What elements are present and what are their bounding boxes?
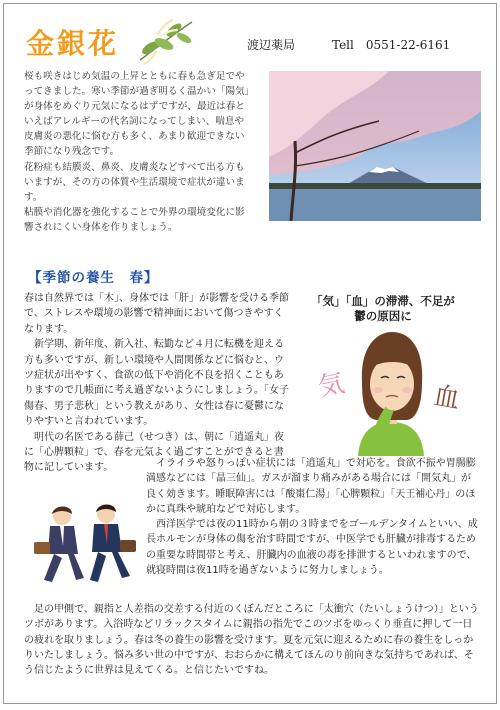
intro-paragraph: 粘膜や消化器を強化することで外界の環境変化に影響されにくい身体を作りましょう。 (24, 206, 245, 233)
pharmacy-name: 渡辺薬局 (247, 38, 296, 52)
business-people-illustration (32, 502, 138, 586)
main-text (24, 291, 290, 476)
caption-line: 「気」「血」の滞滞、不足が (311, 294, 455, 308)
cherry-blossom-fuji-photo (269, 71, 481, 221)
bottom-paragraph: 足の甲側で、親指と人差指の交差する付近のくぼんだところに「太衝穴（たいしょうけつ）」というツボがあります。入浴時などリラックスタイムに親指の指先でこのツボをゆっくり垂直に押して一日の疲れを取りましょう。春は冬の養生の影響を受けます。夏を元気に迎えるために春の養生をしっかりいたしましょう。悩み多い世の中ですが、おおらかに構えてほんのり前向きな気持ちであれば、そう信じたように世界は見えてくる。と信じたいですね。 (24, 604, 479, 677)
caption-line: 鬱の原因に (354, 309, 412, 323)
main-paragraph: 新学期、新年度、新入社、転勤など４月に転機を迎える方も多いですが、新しい環境や人間関係などに悩むと、ウツ症状が出やすく、食欲の低下や消化不良を招くこともありますので几帳面に考え過ぎないようにしましょう。「女子傷春、男子悲秋」という教えがあり、女性は春に憂鬱になりやすいと言われています。 (24, 339, 289, 428)
main-paragraph: 春は自然界では「木」、身体では「肝」が影響を受ける季節で、ストレスや環境の影響で精神面において傷つきやすくなります。 (24, 293, 289, 335)
intro-paragraph: 桜も咲きはじめ気温の上昇とともに春も急ぎ足でやってきました。寒い季節が過ぎ明るく温かい「陽気」が身体をめぐり元気になるはずですが、最近は春といえばアレルギーの代名詞になってしまい、喘息や皮膚炎の悪化に悩む方も多く、あまり歓迎できない季節になり残念です。 (24, 71, 250, 158)
ki-character: 気 (315, 368, 348, 404)
illustration-caption (294, 294, 472, 324)
section-title: 【季節の養生 春】 (28, 270, 159, 286)
phone-number: Tell 0551-22-6161 (332, 38, 451, 52)
logo-title: 金銀花 (26, 27, 120, 60)
bottom-text (24, 602, 482, 678)
lower-paragraph: イライラや怒りっぽい症状には「逍遥丸」で対応を。食欲不振や胃腸膨満感などには「晶三仙」。ガスが溜まり痛みがある場合には「開気丸」が良く効きます。睡眠障害には「酸棗仁湯」「心脾顆粒」「天王補心丹」のほかに真珠や琥珀などで対応します。 (146, 458, 476, 515)
lower-text (146, 456, 480, 578)
main-paragraph: 明代の名医である薛己（せつき）は、朝に「逍遥丸」夜に「心脾顆粒」で、春を元気よく過ごすことができると書物に記しています。 (24, 431, 284, 474)
intro-text (24, 69, 252, 235)
ketsu-character: 血 (431, 381, 463, 416)
newsletter-page (3, 3, 497, 704)
worried-woman-illustration (306, 324, 476, 456)
header (4, 4, 496, 74)
honeysuckle-illustration (134, 14, 198, 70)
intro-paragraph: 花粉症も結膜炎、鼻炎、皮膚炎などすべて出る方もいますが、その方の体質や生活環境で症状が違います。 (24, 161, 245, 203)
lower-paragraph: 西洋医学では夜の11時から朝の３時までをゴールデンタイムといい、成長ホルモンが身体の傷を治す時間ですが、中医学でも肝臓が排毒するための重要な時間帯と考え、肝臓内の血液の毒を排泄するといわれますので、就寝時間は夜11時を過ぎないように努力しましょう。 (146, 519, 478, 577)
